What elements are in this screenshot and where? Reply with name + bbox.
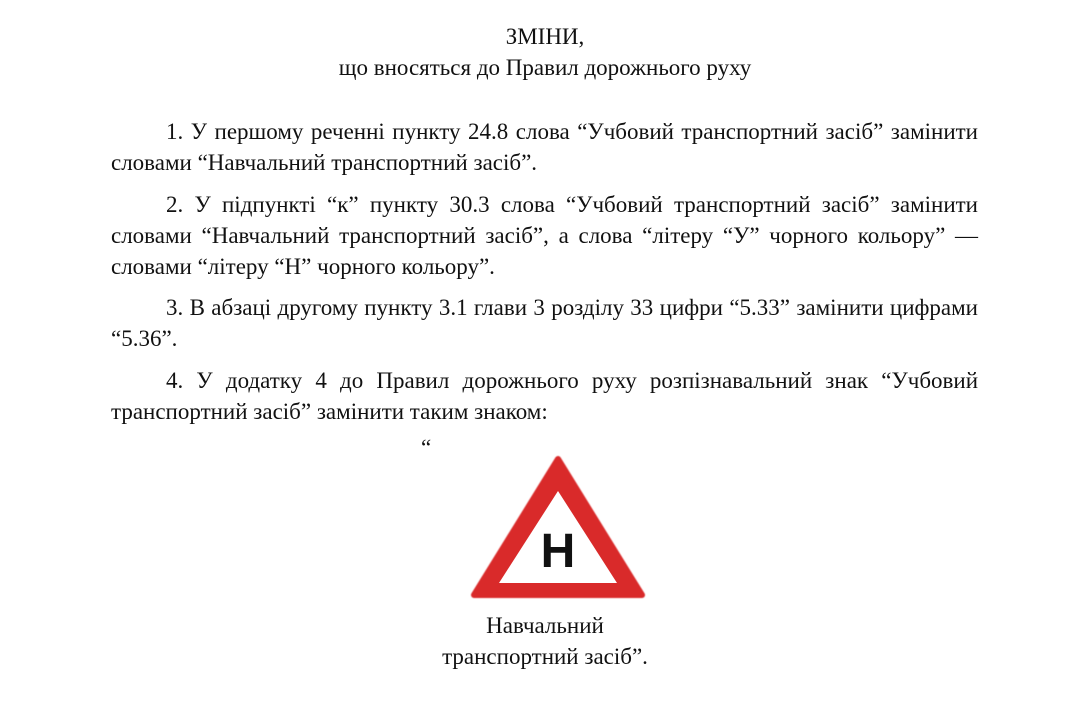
paragraph-4: 4. У додатку 4 до Правил дорожнього руху розпізнавальний знак “Учбовий транспортний засіб” замінити таким знаком:: [111, 368, 978, 424]
opening-quote-mark: “: [421, 435, 432, 460]
warning-triangle-icon: [470, 455, 646, 610]
paragraph-1: 1. У першому реченні пункту 24.8 слова “Учбовий транспортний засіб” замінити словами “Навчальний транспортний засіб”.: [111, 119, 978, 175]
paragraph-3: 3. В абзаці другому пункту 3.1 глави 3 розділу 33 цифри “5.33” замінити цифрами “5.36”.: [111, 295, 978, 351]
sign-caption-line-2: транспортний засіб”.: [442, 644, 648, 669]
sign-caption-line-1: Навчальний: [486, 613, 604, 638]
document-subtitle: що вносяться до Правил дорожнього руху: [338, 55, 752, 80]
document-title: ЗМІНИ,: [505, 24, 585, 49]
paragraph-2: 2. У підпункті “к” пункту 30.3 слова “Учбовий транспортний засіб” замінити словами “Навчальний транспортний засіб”, а слова “літеру “У” чорного кольору” — словами “літеру “Н” чорного кольору”.: [111, 192, 978, 279]
sign-letter: Н: [540, 525, 576, 578]
